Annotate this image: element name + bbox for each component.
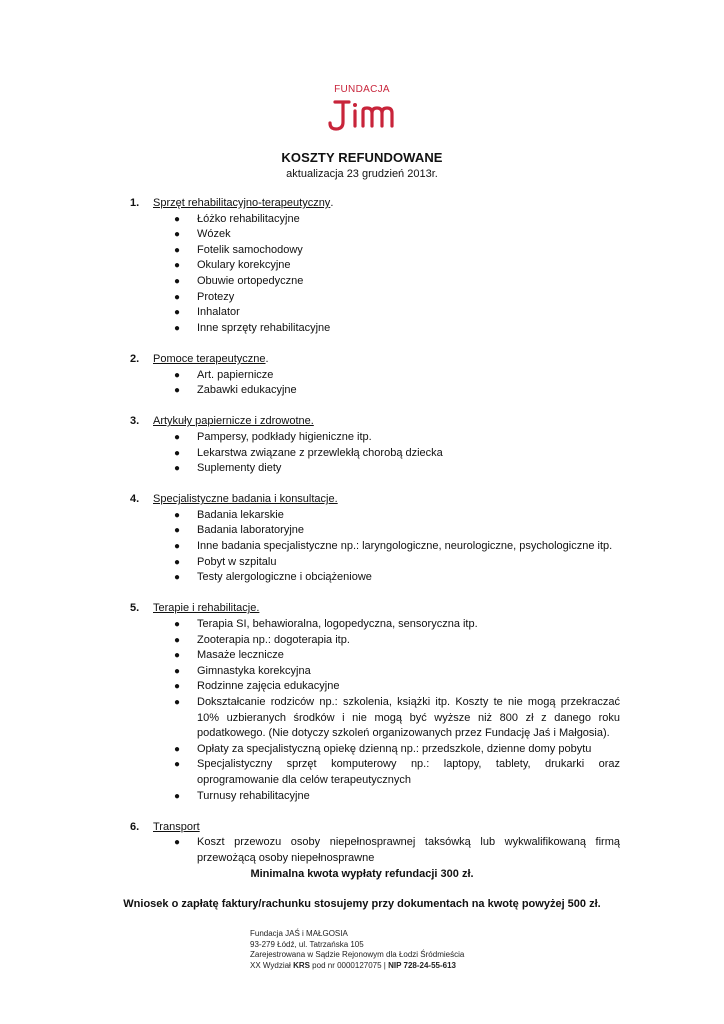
section-number: 4.	[130, 493, 140, 506]
item-list	[130, 212, 620, 337]
section-title: Artykuły papiernicze i zdrowotne.	[153, 415, 314, 428]
section-title-period: .	[330, 197, 334, 209]
bullet-icon: ●	[174, 697, 181, 708]
list-item	[130, 695, 620, 742]
list-item-text: Terapia SI, behawioralna, logopedyczna, sensoryczna itp.	[197, 618, 478, 631]
bullet-icon: ●	[174, 634, 181, 646]
list-item	[130, 664, 620, 680]
section-number: 6.	[130, 820, 140, 833]
footer-line-court: Zarejestrowana w Sądzie Rejonowym dla Łodzi Śródmieścia	[250, 950, 465, 959]
list-item	[130, 321, 620, 337]
list-item-text: Wózek	[197, 228, 231, 241]
item-list	[130, 508, 620, 586]
bullet-icon: ●	[174, 275, 181, 287]
list-item	[130, 274, 620, 290]
list-item-text: Fotelik samochodowy	[197, 243, 303, 256]
list-item	[130, 430, 620, 446]
bullet-icon: ●	[174, 463, 181, 475]
bullet-icon: ●	[174, 244, 181, 256]
list-item	[130, 290, 620, 306]
list-item-text: Gimnastyka korekcyjna	[197, 664, 311, 677]
list-item	[130, 227, 620, 243]
foundation-logo	[325, 84, 399, 134]
page-subtitle: aktualizacja 23 grudzień 2013r.	[286, 168, 438, 180]
section-2	[130, 352, 620, 399]
bullet-icon: ●	[174, 447, 181, 459]
list-item	[130, 461, 620, 477]
list-item-text: Specjalistyczny sprzęt komputerowy np.: laptopy, tablety, drukarki oraz oprogramowanie dla celów terapeutycznych	[197, 758, 620, 786]
list-item-text: Badania lekarskie	[197, 508, 284, 521]
bullet-icon: ●	[174, 260, 181, 272]
list-item-text: Turnusy rehabilitacyjne	[197, 789, 310, 802]
item-list	[130, 368, 620, 399]
section-heading	[130, 820, 620, 836]
list-item-text: Lekarstwa związane z przewlekłą chorobą dziecka	[197, 446, 443, 459]
footer-krs-number: pod nr 0000127075 |	[309, 960, 389, 970]
minimum-payout-note: Minimalna kwota wypłaty refundacji 300 zł.	[250, 868, 474, 880]
section-number: 2.	[130, 352, 140, 365]
list-item-text: Suplementy diety	[197, 462, 282, 475]
list-item	[130, 258, 620, 274]
list-item	[130, 555, 620, 571]
bullet-icon: ●	[174, 556, 181, 568]
invoice-threshold-note: Wniosek o zapłatę faktury/rachunku stosujemy przy dokumentach na kwotę powyżej 500 zł.	[123, 898, 601, 910]
section-title: Pomoce terapeutyczne	[153, 352, 266, 365]
bullet-icon: ●	[174, 509, 181, 521]
bullet-icon: ●	[174, 229, 181, 241]
bullet-icon: ●	[174, 837, 181, 849]
section-title: Transport	[153, 820, 200, 833]
section-4	[130, 492, 620, 586]
section-number: 5.	[130, 602, 140, 615]
logo-top-text: FUNDACJA	[334, 84, 390, 95]
list-item-text: Okulary korekcyjne	[197, 259, 291, 272]
footer-address	[250, 929, 464, 971]
list-item-text: Dokształcanie rodziców np.: szkolenia, książki itp. Koszty te nie mogą przekraczać 10% uzbieranych środków i nie mogą być wyższe niż 800 zł z danego roku podatkowego. (Nie dotyczy szkoleń organizowanych przez Fundację Jaś i Małgosia).	[197, 696, 620, 740]
list-item-text: Inne badania specjalistyczne np.: laryngologiczne, neurologiczne, psychologiczne itp.	[197, 540, 613, 553]
list-item-text: Badania laboratoryjne	[197, 524, 305, 537]
section-heading	[130, 196, 620, 212]
bullet-icon: ●	[174, 619, 181, 631]
cost-sections	[130, 196, 620, 882]
list-item	[130, 368, 620, 384]
footer-line-registry	[250, 961, 464, 972]
section-title: Terapie i rehabilitacje.	[153, 602, 260, 615]
footer-dept: XX Wydział	[250, 960, 294, 970]
footer-krs-label: KRS	[293, 960, 310, 970]
list-item	[130, 617, 620, 633]
list-item-text: Inhalator	[197, 306, 240, 319]
list-item	[130, 742, 620, 758]
list-item-text: Obuwie ortopedyczne	[197, 274, 304, 287]
section-6	[130, 820, 620, 867]
bullet-icon: ●	[174, 525, 181, 537]
section-heading	[130, 352, 620, 368]
logo-jim-mark	[327, 96, 397, 132]
section-number: 1.	[130, 197, 140, 209]
bullet-icon: ●	[174, 322, 181, 334]
bullet-icon: ●	[174, 369, 181, 381]
bullet-icon: ●	[174, 650, 181, 662]
section-title: Sprzęt rehabilitacyjno-terapeutyczny	[153, 197, 331, 209]
section-5	[130, 601, 620, 804]
list-item	[130, 789, 620, 805]
list-item-text: Pobyt w szpitalu	[197, 555, 277, 568]
list-item-text: Zabawki edukacyjne	[197, 384, 297, 397]
bullet-icon: ●	[174, 385, 181, 397]
bullet-icon: ●	[174, 291, 181, 303]
bullet-icon: ●	[174, 790, 181, 802]
list-item-text: Inne sprzęty rehabilitacyjne	[197, 321, 331, 334]
item-list	[130, 617, 620, 804]
list-item	[130, 305, 620, 321]
section-heading	[130, 414, 620, 430]
item-list	[130, 835, 620, 866]
section-3	[130, 414, 620, 476]
list-item-text: Pampersy, podkłady higieniczne itp.	[197, 430, 372, 443]
footer-nip: NIP 728-24-55-613	[388, 960, 457, 970]
list-item-text: Łóżko rehabilitacyjne	[197, 212, 300, 225]
bullet-icon: ●	[174, 743, 181, 755]
section-1	[130, 196, 620, 336]
bullet-icon: ●	[174, 572, 181, 584]
list-item-text: Masaże lecznicze	[197, 649, 284, 662]
list-item-text: Opłaty za specjalistyczną opiekę dzienną np.: przedszkole, dzienne domy pobytu	[197, 742, 592, 755]
bullet-icon: ●	[174, 431, 181, 443]
footer-line-name: Fundacja JAŚ i MAŁGOSIA	[250, 929, 348, 938]
list-item	[130, 446, 620, 462]
list-item-text: Protezy	[197, 290, 235, 303]
list-item	[130, 523, 620, 539]
list-item	[130, 835, 620, 866]
list-item	[130, 648, 620, 664]
section-heading	[130, 492, 620, 508]
list-item	[130, 633, 620, 649]
list-item-text: Koszt przewozu osoby niepełnosprawnej taksówką lub wykwalifikowaną firmą przewożącą osoby niepełnosprawne	[197, 836, 620, 864]
section-number: 3.	[130, 415, 140, 428]
section-heading	[130, 601, 620, 617]
list-item-text: Rodzinne zajęcia edukacyjne	[197, 680, 340, 693]
list-item-text: Testy alergologiczne i obciążeniowe	[197, 571, 372, 584]
list-item	[130, 243, 620, 259]
bullet-icon: ●	[174, 681, 181, 693]
footer-line-address: 93-279 Łódź, ul. Tatrzańska 105	[250, 939, 364, 949]
list-item	[130, 383, 620, 399]
bullet-icon: ●	[174, 541, 181, 553]
list-item	[130, 757, 620, 788]
list-item	[130, 539, 620, 555]
page-title: KOSZTY REFUNDOWANE	[281, 150, 443, 165]
section-title: Specjalistyczne badania i konsultacje.	[153, 493, 338, 506]
item-list	[130, 430, 620, 477]
list-item	[130, 212, 620, 228]
list-item-text: Zooterapia np.: dogoterapia itp.	[197, 633, 350, 646]
bullet-icon: ●	[174, 307, 181, 319]
bullet-icon: ●	[174, 759, 181, 771]
bullet-icon: ●	[174, 213, 181, 225]
list-item	[130, 508, 620, 524]
list-item	[130, 570, 620, 586]
bullet-icon: ●	[174, 665, 181, 677]
list-item	[130, 679, 620, 695]
list-item-text: Art. papiernicze	[197, 368, 274, 381]
section-title-period: .	[265, 352, 269, 365]
